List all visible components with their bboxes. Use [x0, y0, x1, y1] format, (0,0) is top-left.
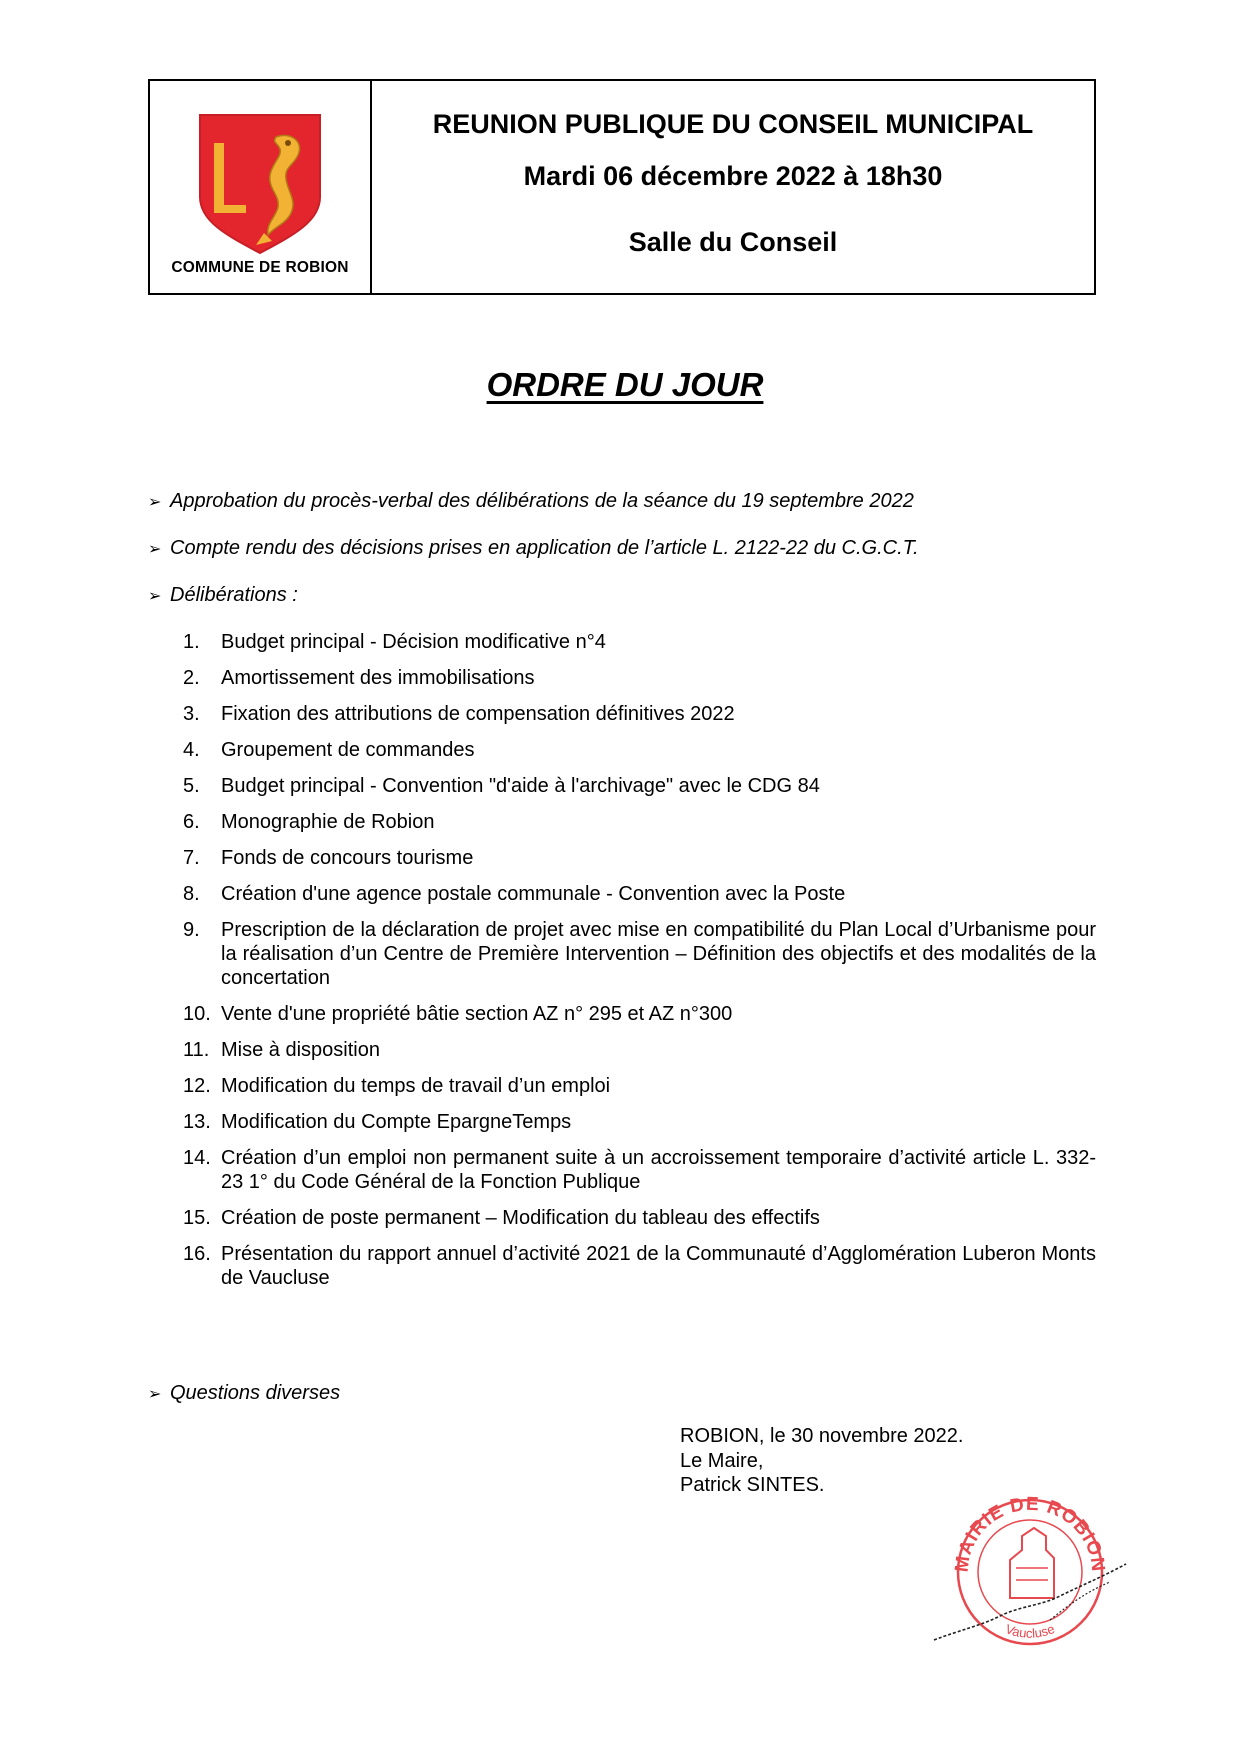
bullet-questions-text: Questions diverses — [170, 1382, 341, 1404]
item-text: Fonds de concours tourisme — [221, 847, 474, 869]
bullet-deliberations — [148, 584, 298, 607]
list-item — [183, 1242, 1096, 1290]
meeting-date: Mardi 06 décembre 2022 à 18h30 — [523, 161, 943, 191]
item-number: 14. — [183, 1147, 211, 1169]
arrow-bullet-icon: ➢ — [148, 588, 162, 605]
signature-block — [680, 1424, 963, 1498]
item-number: 4. — [183, 739, 200, 761]
list-item — [183, 1038, 1096, 1062]
bullet-approval-text: Approbation du procès-verbal des délibérations de la séance du 19 septembre 2022 — [170, 490, 914, 512]
list-item — [183, 702, 1096, 726]
signature-role: Le Maire, — [680, 1449, 764, 1472]
arrow-bullet-icon: ➢ — [148, 494, 162, 511]
bullet-report — [148, 537, 919, 560]
list-item — [183, 774, 1096, 798]
item-text: Prescription de la déclaration de projet avec mise en compatibilité du Plan Local d’Urbanisme pour la réalisation d’un Centre de Première Intervention – Définition des objectifs et des modalités de la concertation — [221, 919, 1096, 989]
list-item — [183, 1074, 1096, 1098]
item-text: Fixation des attributions de compensation définitives 2022 — [221, 703, 735, 725]
bullet-deliberations-text: Délibérations : — [170, 584, 298, 606]
item-number: 11. — [183, 1039, 210, 1061]
agenda-title: ORDRE DU JOUR — [486, 366, 764, 403]
list-item — [183, 918, 1096, 990]
header-box — [148, 79, 1096, 295]
item-number: 7. — [183, 847, 200, 869]
item-text: Présentation du rapport annuel d’activité 2021 de la Communauté d’Agglomération Luberon Monts de Vaucluse — [221, 1243, 1096, 1289]
item-text: Monographie de Robion — [221, 811, 435, 833]
list-item — [183, 1110, 1096, 1134]
list-item — [183, 630, 1096, 654]
bullet-approval — [148, 490, 914, 513]
item-text: Vente d'une propriété bâtie section AZ n° 295 et AZ n°300 — [221, 1003, 733, 1025]
list-item — [183, 882, 1096, 906]
svg-text:MAIRIE DE ROBION: MAIRIE DE ROBION — [951, 1493, 1109, 1574]
item-text: Budget principal - Convention "d'aide à l'archivage" avec le CDG 84 — [221, 775, 820, 797]
meeting-place: Salle du Conseil — [628, 227, 838, 257]
item-number: 10. — [183, 1003, 211, 1025]
signature-place-date: ROBION, le 30 novembre 2022. — [680, 1425, 964, 1447]
item-number: 5. — [183, 775, 200, 797]
meeting-title: REUNION PUBLIQUE DU CONSEIL MUNICIPAL — [432, 109, 1034, 139]
item-number: 13. — [183, 1111, 211, 1133]
list-item — [183, 1206, 1096, 1230]
item-number: 6. — [183, 811, 200, 833]
list-item — [183, 846, 1096, 870]
item-number: 1. — [183, 631, 200, 653]
svg-text:Vaucluse: Vaucluse — [1003, 1621, 1057, 1641]
item-text: Groupement de commandes — [221, 739, 475, 761]
logo-cell — [150, 81, 372, 293]
list-item — [183, 1002, 1096, 1026]
title-cell — [372, 81, 1094, 293]
deliberations-list — [183, 630, 1096, 1302]
commune-name: COMMUNE DE ROBION — [171, 259, 349, 276]
item-text: Création de poste permanent – Modification du tableau des effectifs — [221, 1207, 820, 1229]
item-text: Amortissement des immobilisations — [221, 667, 535, 689]
mairie-stamp — [930, 1480, 1130, 1650]
item-number: 15. — [183, 1207, 211, 1229]
item-text: Création d’un emploi non permanent suite à un accroissement temporaire d’activité article L. 332-23 1° du Code Général de la Fonction Publique — [221, 1147, 1096, 1193]
item-text: Création d'une agence postale communale - Convention avec la Poste — [221, 883, 846, 905]
arrow-bullet-icon: ➢ — [148, 1386, 162, 1403]
list-item — [183, 738, 1096, 762]
item-text: Budget principal - Décision modificative n°4 — [221, 631, 606, 653]
item-text: Mise à disposition — [221, 1039, 380, 1061]
item-number: 16. — [183, 1243, 211, 1265]
item-text: Modification du Compte EpargneTemps — [221, 1111, 572, 1133]
item-number: 2. — [183, 667, 200, 689]
bullet-report-text: Compte rendu des décisions prises en application de l’article L. 2122-22 du C.G.C.T. — [170, 537, 919, 559]
coat-of-arms-icon — [194, 109, 326, 257]
list-item — [183, 810, 1096, 834]
signature-name: Patrick SINTES. — [680, 1474, 825, 1496]
arrow-bullet-icon: ➢ — [148, 541, 162, 558]
list-item — [183, 1146, 1096, 1194]
bullet-questions — [148, 1382, 340, 1405]
item-text: Modification du temps de travail d’un emploi — [221, 1075, 611, 1097]
item-number: 3. — [183, 703, 200, 725]
item-number: 9. — [183, 919, 200, 941]
item-number: 8. — [183, 883, 200, 905]
item-number: 12. — [183, 1075, 211, 1097]
list-item — [183, 666, 1096, 690]
